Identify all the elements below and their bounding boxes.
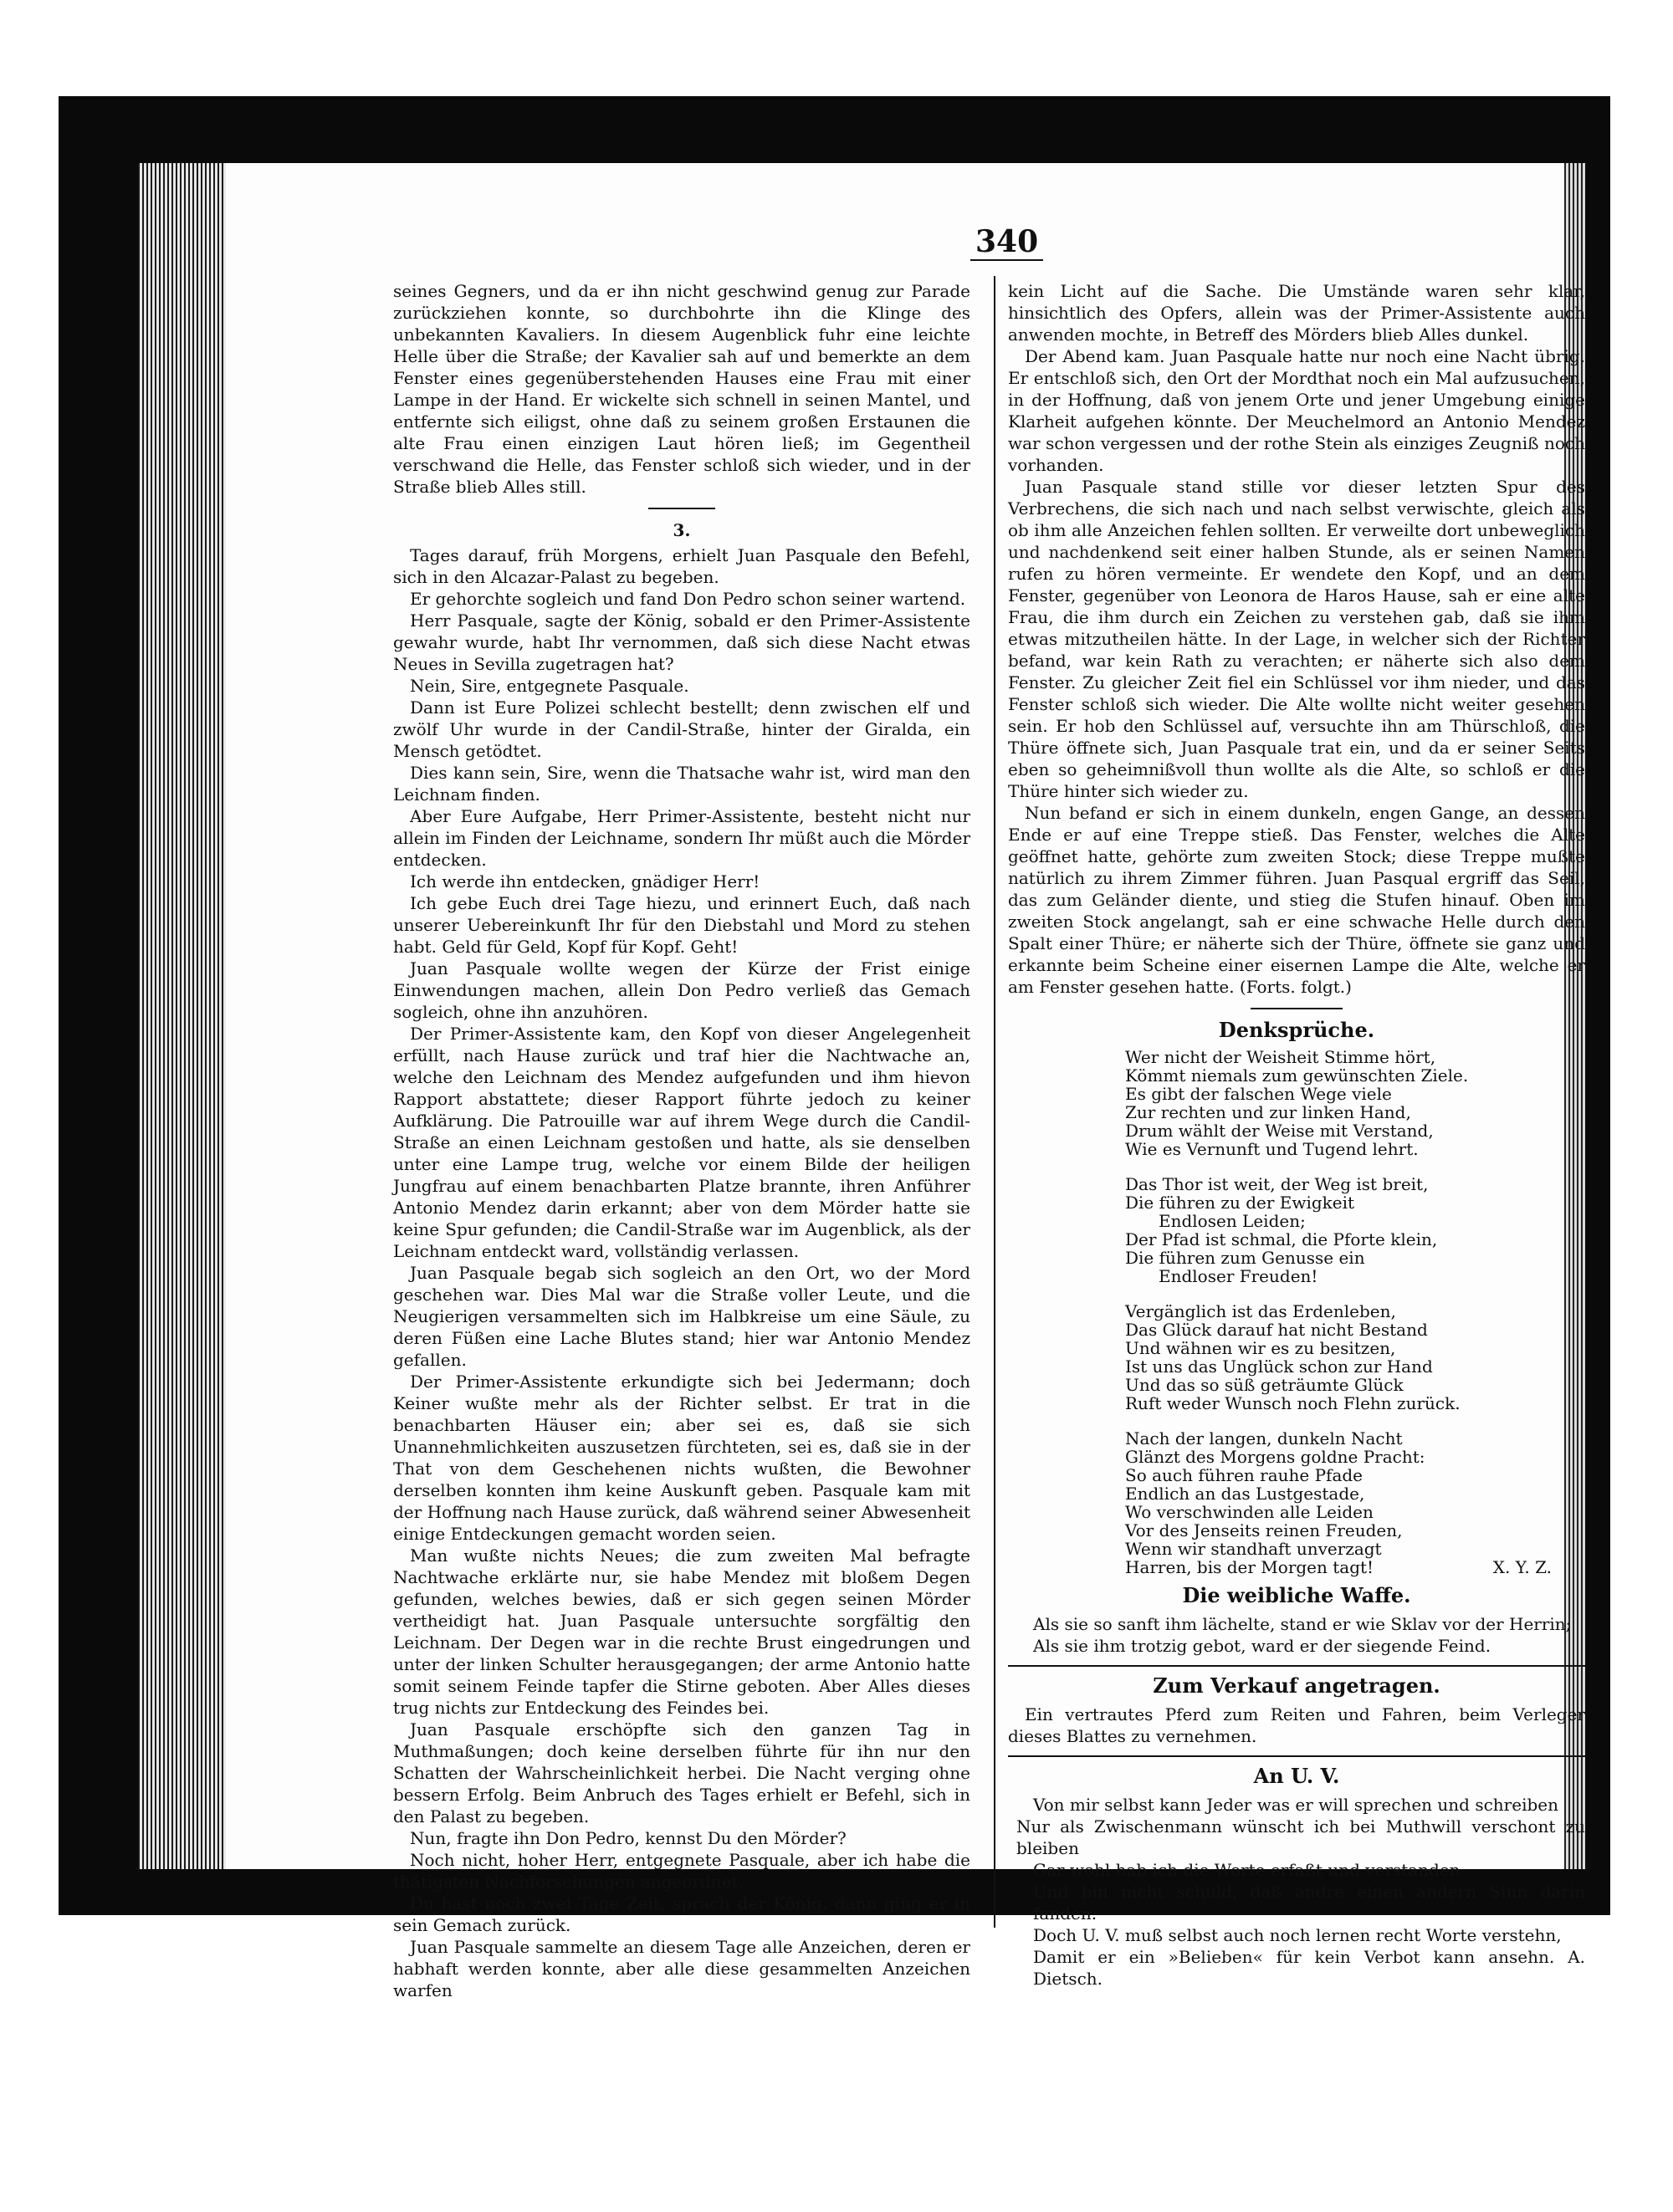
waffe-verse [1008,1613,1585,1657]
poem-line: Wer nicht der Weisheit Stimme hört, [1125,1047,1436,1067]
poem-line: Ruft weder Wunsch noch Flehn zurück. [1125,1393,1461,1413]
poem-line: Endlich an das Lustgestade, [1125,1484,1365,1504]
paragraph: Man wußte nichts Neues; die zum zweiten Mal befragte Nachtwache erklärte nur, sie habe Mendez mit bloßem Degen gefunden, welches bewies, daß er sich gegen seinen Mörder vertheidigt hat. Juan Pasquale untersuchte sorgfältig den Leichnam. Der Degen war in die rechte Brust eingedrungen und unter der linken Schulter herausgegangen; der arme Antonio hatte somit seinem Feinde tapfer die Stirne geboten. Aber Alles dieses trug nichts zur Entdeckung des Feindes bei. [393,1545,970,1718]
paragraph: Aber Eure Aufgabe, Herr Primer-Assistente, besteht nicht nur allein im Finden der Leichname, sondern Ihr müßt auch die Mörder entdecken. [393,806,970,870]
poem-line: Ist uns das Unglück schon zur Hand [1125,1356,1433,1377]
an-uv-heading: An U. V. [1253,1764,1340,1788]
verse-line: Damit er ein »Belieben« für kein Verbot kann ansehn. A. Dietsch. [1033,1947,1585,1989]
poem-line: Wo verschwinden alle Leiden [1125,1502,1374,1522]
poem-line: Kömmt niemals zum gewünschten Ziele. [1125,1065,1469,1086]
poem-line: Nach der langen, dunkeln Nacht [1125,1428,1403,1448]
poem-signature: X. Y. Z. [1492,1557,1552,1577]
paragraph: Er gehorchte sogleich und fand Don Pedro schon seiner wartend. [410,589,966,609]
poem-line: Glänzt des Morgens goldne Pracht: [1125,1447,1425,1467]
section-rule [1008,1755,1585,1757]
section-number: 3. [673,520,691,540]
poem-line: Wie es Vernunft und Tugend lehrt. [1125,1139,1419,1159]
page-number: 340 [970,224,1043,261]
section-separator [1251,1008,1343,1009]
waffe-heading: Die weibliche Waffe. [1182,1583,1411,1607]
paragraph: Ich werde ihn entdecken, gnädiger Herr! [410,871,760,891]
scan-border-top [59,96,1610,163]
verse-line: Von mir selbst kann Jeder was er will sprechen und schreiben [1033,1795,1558,1815]
left-column [393,280,970,2001]
verkauf-notice: Ein vertrautes Pferd zum Reiten und Fahren, beim Verleger dieses Blattes zu vernehmen. [1008,1704,1585,1746]
paragraph: Herr Pasquale, sagte der König, sobald er den Primer-Assistente gewahr wurde, habt Ihr vernommen, daß sich diese Nacht etwas Neues in Sevilla zugetragen hat? [393,610,970,674]
paragraph: Der Abend kam. Juan Pasquale hatte nur noch eine Nacht übrig. Er entschloß sich, den Ort der Mordthat noch ein Mal aufzusuchen, in der Hoffnung, daß von jenem Orte und jener Umgebung einige Klarheit aufgehen könnte. Der Meuchelmord an Antonio Mendez war schon vergessen und der rothe Stein als einziges Zeugniß noch vorhanden. [1008,346,1585,475]
paragraph: Der Primer-Assistente erkundigte sich bei Jedermann; doch Keiner wußte mehr als der Richter selbst. Er trat in die benachbarten Häuser ein; aber sei es, daß sie sich Unannehmlichkeiten auszusetzen fürchteten, sei es, daß sie in der That von dem Geschehenen nichts wußten, die Bewohner derselben konnten ihm keine Auskunft geben. Pasquale kam mit der Hoffnung nach Hause zurück, daß während seiner Abwesenheit einige Entdeckungen gemacht worden seien. [393,1372,970,1544]
verse-line: Doch U. V. muß selbst auch noch lernen recht Worte verstehn, [1033,1925,1562,1945]
denksprueche-poem [1125,1048,1585,1576]
scan-border-left [59,96,138,1915]
paragraph: Tages darauf, früh Morgens, erhielt Juan Pasquale den Befehl, sich in den Alcazar-Palast zu begeben. [393,545,970,587]
paragraph: Juan Pasquale wollte wegen der Kürze der Frist einige Einwendungen machen, allein Don Pedro verließ das Gemach sogleich, ohne ihn anzuhören. [393,958,970,1022]
poem-line: Endloser Freuden! [1159,1266,1318,1286]
section-separator [648,508,715,509]
verse-line: Gar wohl hab ich die Worte erfaßt und verstanden [1033,1860,1461,1880]
poem-stanza [1125,1429,1585,1576]
book-page-edges [138,163,226,1869]
paragraph: Juan Pasquale erschöpfte sich den ganzen Tag in Muthmaßungen; doch keine derselben führte für ihn nur den Schatten der Wahrscheinlichkeit herbei. Die Nacht verging ohne bessern Erfolg. Beim Anbruch des Tages erhielt er Befehl, sich in den Palast zu begeben. [393,1719,970,1826]
verse-line: Als sie so sanft ihm lächelte, stand er wie Sklav vor der Herrin; [1033,1614,1572,1634]
verse-line: Nur als Zwischenmann wünscht ich bei Muthwill verschont zu bleiben [1016,1816,1585,1858]
paragraph: seines Gegners, und da er ihn nicht geschwind genug zur Parade zurückziehen konnte, so durchbohrte ihn die Klinge des unbekannten Kavaliers. In diesem Augenblick fuhr eine leichte Helle über die Straße; der Kavalier sah auf und bemerkte an dem Fenster eines gegenüberstehenden Hauses eine Frau mit einer Lampe in der Hand. Er wickelte sich schnell in seinen Mantel, und entfernte sich eiligst, ohne daß zu seinem großen Erstaunen die alte Frau einen einzigen Laut hören ließ; im Gegentheil verschwand die Helle, das Fenster schloß sich wieder, und in der Straße blieb Alles still. [393,281,970,497]
verse-line: Als sie ihm trotzig gebot, ward er der siegende Feind. [1033,1636,1491,1656]
paragraph: Nun befand er sich in einem dunkeln, engen Gange, an dessen Ende er auf eine Treppe stieß. Das Fenster, welches die Alte geöffnet hatte, gehörte zum zweiten Stock; diese Treppe mußte natürlich zu ihrem Zimmer führen. Juan Pasqual ergriff das Seil, das zum Geländer diente, und stieg die Stufen hinauf. Oben im zweiten Stock angelangt, sah er eine schwache Helle durch den Spalt einer Thüre; er näherte sich der Thüre, öffnete sie ganz und erkannte beim Scheine einer eisernen Lampe die Alte, welche er am Fenster gesehen hatte. (Forts. folgt.) [1008,803,1585,997]
poem-line: Vergänglich ist das Erdenleben, [1125,1301,1396,1321]
poem-line: Und das so süß geträumte Glück [1125,1375,1404,1395]
poem-line: Das Glück darauf hat nicht Bestand [1125,1320,1428,1340]
paragraph: kein Licht auf die Sache. Die Umstände waren sehr klar, hinsichtlich des Opfers, allein was der Primer-Assistente auch anwenden mochte, in Betreff des Mörders blieb Alles dunkel. [1008,281,1585,345]
poem-line-text: Harren, bis der Morgen tagt! [1125,1557,1374,1577]
scan-border-right [1585,96,1610,1915]
paragraph: Du hast noch zwei Tage Zeit, sprach der König, dann ging er in sein Gemach zurück. [393,1893,970,1935]
poem-line: Endlosen Leiden; [1159,1211,1306,1231]
paragraph: Ich gebe Euch drei Tage hiezu, und erinnert Euch, daß nach unserer Uebereinkunft Ihr für den Diebstahl und Mord zu stehen habt. Geld für Geld, Kopf für Kopf. Geht! [393,893,970,957]
poem-stanza [1125,1175,1585,1285]
poem-line [1125,1558,1585,1576]
poem-line: Vor des Jenseits reinen Freuden, [1125,1520,1403,1540]
denksprueche-heading: Denksprüche. [1218,1018,1375,1042]
poem-line: Wenn wir standhaft unverzagt [1125,1539,1382,1559]
poem-line: So auch führen rauhe Pfade [1125,1465,1363,1485]
paragraph: Nein, Sire, entgegnete Pasquale. [410,676,689,696]
poem-line: Und wähnen wir es zu besitzen, [1125,1338,1396,1358]
poem-line: Das Thor ist weit, der Weg ist breit, [1125,1174,1429,1194]
poem-line: Der Pfad ist schmal, die Pforte klein, [1125,1229,1438,1249]
paragraph: Nun, fragte ihn Don Pedro, kennst Du den Mörder? [410,1828,847,1848]
paragraph: Juan Pasquale stand stille vor dieser letzten Spur des Verbrechens, die sich nach und nach selbst verwischte, gleich als ob ihm alle Anzeichen fehlen sollten. Er verweilte dort unbeweglich und nachdenkend seit einer halben Stunde, als er seinen Namen rufen zu hören vermeinte. Er wendete den Kopf, und an dem Fenster, gegenüber von Leonora de Haros Hause, sah er eine alte Frau, die ihm durch ein Zeichen zu verstehen gab, daß sie ihm etwas mitzutheilen hätte. In der Lage, in welcher sich der Richter befand, war kein Rath zu verachten; er näherte sich also dem Fenster. Zu gleicher Zeit fiel ein Schlüssel vor ihm nieder, und das Fenster schloß sich wieder. Die Alte wollte nicht weiter gesehen sein. Er hob den Schlüssel auf, versuchte ihn am Thürschloß, die Thüre öffnete sich, Juan Pasquale trat ein, und da er seiner Seits eben so geheimnißvoll thun wollte als die Alte, so schloß er die Thüre hinter sich wieder zu. [1008,477,1585,801]
poem-line: Die führen zum Genusse ein [1125,1248,1365,1268]
paragraph: Dann ist Eure Polizei schlecht bestellt; denn zwischen elf und zwölf Uhr wurde in der Candil-Straße, hinter der Giralda, ein Mensch getödtet. [393,697,970,761]
poem-line: Zur rechten und zur linken Hand, [1125,1102,1411,1122]
poem-line: Es gibt der falschen Wege viele [1125,1084,1392,1104]
paragraph: Noch nicht, hoher Herr, entgegnete Pasquale, aber ich habe die thätigsten Nachforschungen angeordnet. [393,1850,970,1892]
column-divider [994,276,995,1928]
verkauf-heading: Zum Verkauf angetragen. [1153,1673,1440,1698]
poem-line: Die führen zu der Ewigkeit [1125,1193,1355,1213]
paragraph: Der Primer-Assistente kam, den Kopf von dieser Angelegenheit erfüllt, nach Hause zurück und traf hier die Nachtwache an, welche den Leichnam des Mendez aufgefunden und ihm hievon Rapport abstattete; dieser Rapport führte jedoch zu keiner Aufklärung. Die Patrouille war auf ihrem Wege durch die Candil-Straße an einen Leichnam gestoßen und hatte, als sie denselben unter eine Lampe trug, welche vor einem Bilde der heiligen Jungfrau auf einem benachbarten Platze brannte, ihren Anführer Antonio Mendez darin erkannt; aber von dem Mörder hatte sie keine Spur gefunden; die Candil-Straße war im Augenblick, als der Leichnam entdeckt ward, vollständig verlassen. [393,1024,970,1261]
paragraph: Juan Pasquale begab sich sogleich an den Ort, wo der Mord geschehen war. Dies Mal war die Straße voller Leute, und die Neugierigen versammelten sich im Halbkreise um eine Säule, zu deren Füßen eine Lache Blutes stand; hier war Antonio Mendez gefallen. [393,1263,970,1370]
section-rule [1008,1665,1585,1667]
an-uv-verse [1008,1794,1585,1990]
verse-line: Und bin nicht schuld, daß andre einen andern Sinn darin fanden. [1033,1882,1585,1923]
poem-line: Drum wählt der Weise mit Verstand, [1125,1121,1434,1141]
poem-stanza [1125,1302,1585,1413]
right-column [1008,280,1585,1990]
paragraph: Dies kann sein, Sire, wenn die Thatsache wahr ist, wird man den Leichnam finden. [393,763,970,805]
poem-stanza [1125,1048,1585,1158]
paragraph: Juan Pasquale sammelte an diesem Tage alle Anzeichen, deren er habhaft werden konnte, aber alle diese gesammelten Anzeichen warfen [393,1937,970,2000]
